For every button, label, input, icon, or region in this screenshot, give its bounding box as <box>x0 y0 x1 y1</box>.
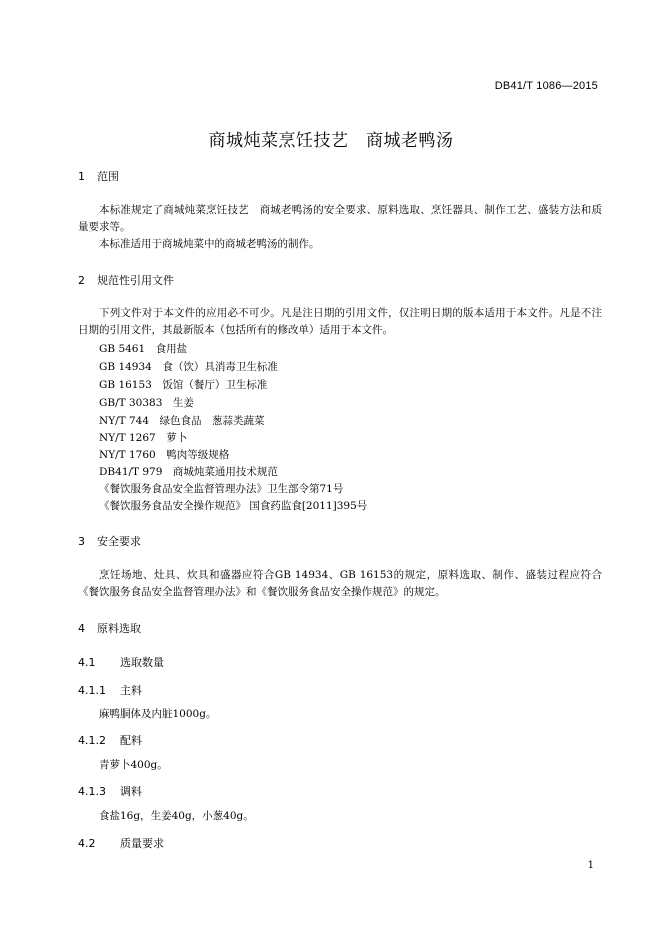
section-4-2-heading <box>78 835 164 851</box>
section-4-1-3-heading <box>78 783 142 799</box>
section-number: 4.1.2 <box>78 734 106 747</box>
reference-item: 《餐饮服务食品安全操作规范》 国食药监食[2011]395号 <box>99 500 368 512</box>
document-title: 商城炖菜烹饪技艺 商城老鸭汤 <box>208 131 454 151</box>
reference-item: 《餐饮服务食品安全监督管理办法》卫生部令第71号 <box>99 483 344 495</box>
section-title: 范围 <box>97 170 119 183</box>
section-title: 规范性引用文件 <box>97 274 174 287</box>
section-title: 调料 <box>120 785 142 798</box>
page-number: 1 <box>587 860 594 871</box>
section-title: 主料 <box>120 684 142 697</box>
reference-item: NY/T 744 绿色食品 葱蒜类蔬菜 <box>99 415 265 427</box>
section-4-1-heading <box>78 654 164 670</box>
standard-code: DB41/T 1086—2015 <box>494 80 598 92</box>
section-title: 安全要求 <box>97 535 141 548</box>
section-number: 2 <box>78 274 85 287</box>
section-title: 质量要求 <box>120 837 164 850</box>
section-1-heading <box>78 168 119 184</box>
main-ingredient-text: 麻鸭胴体及内脏1000g。 <box>99 708 217 720</box>
seasoning-text: 食盐16g，生姜40g，小葱40g。 <box>99 810 254 822</box>
section-number: 4.2 <box>78 837 96 850</box>
section-number: 4.1.1 <box>78 684 106 697</box>
reference-item: GB 5461 食用盐 <box>99 343 188 355</box>
reference-item: GB 16153 饭馆（餐厅）卫生标准 <box>99 379 268 391</box>
reference-item: DB41/T 979 商城炖菜通用技术规范 <box>99 466 278 478</box>
section-4-1-1-heading <box>78 682 142 698</box>
reference-item: NY/T 1760 鸭肉等级规格 <box>99 449 230 461</box>
section-number: 4.1.3 <box>78 785 106 798</box>
section-title: 原料选取 <box>97 622 141 635</box>
reference-item: NY/T 1267 萝卜 <box>99 432 188 444</box>
side-ingredient-text: 青萝卜400g。 <box>99 759 168 771</box>
section-title: 选取数量 <box>120 656 164 669</box>
section-2-heading <box>78 272 174 288</box>
section-number: 3 <box>78 535 85 548</box>
section-number: 1 <box>78 170 85 183</box>
section-1-paragraph-1: 本标准规定了商城炖菜烹饪技艺 商城老鸭汤的安全要求、原料选取、烹饪器具、制作工艺、盛装方法和质量要求等。 <box>78 204 602 233</box>
reference-item: GB 14934 食（饮）具消毒卫生标准 <box>99 361 278 373</box>
section-number: 4.1 <box>78 656 96 669</box>
section-1-paragraph-2: 本标准适用于商城炖菜中的商城老鸭汤的制作。 <box>99 238 320 250</box>
section-4-1-2-heading <box>78 732 142 748</box>
section-2-paragraph-1: 下列文件对于本文件的应用必不可少。凡是注日期的引用文件，仅注明日期的版本适用于本文件。凡是不注日期的引用文件，其最新版本（包括所有的修改单）适用于本文件。 <box>78 307 602 336</box>
section-number: 4 <box>78 622 85 635</box>
reference-item: GB/T 30383 生姜 <box>99 397 194 409</box>
section-3-heading <box>78 533 141 549</box>
section-4-heading <box>78 620 141 636</box>
section-title: 配料 <box>120 734 142 747</box>
section-3-paragraph-1: 烹饪场地、灶具、炊具和盛器应符合GB 14934、GB 16153的规定，原料选取、制作、盛装过程应符合《餐饮服务食品安全监督管理办法》和《餐饮服务食品安全操作规范》的规定。 <box>78 569 602 598</box>
